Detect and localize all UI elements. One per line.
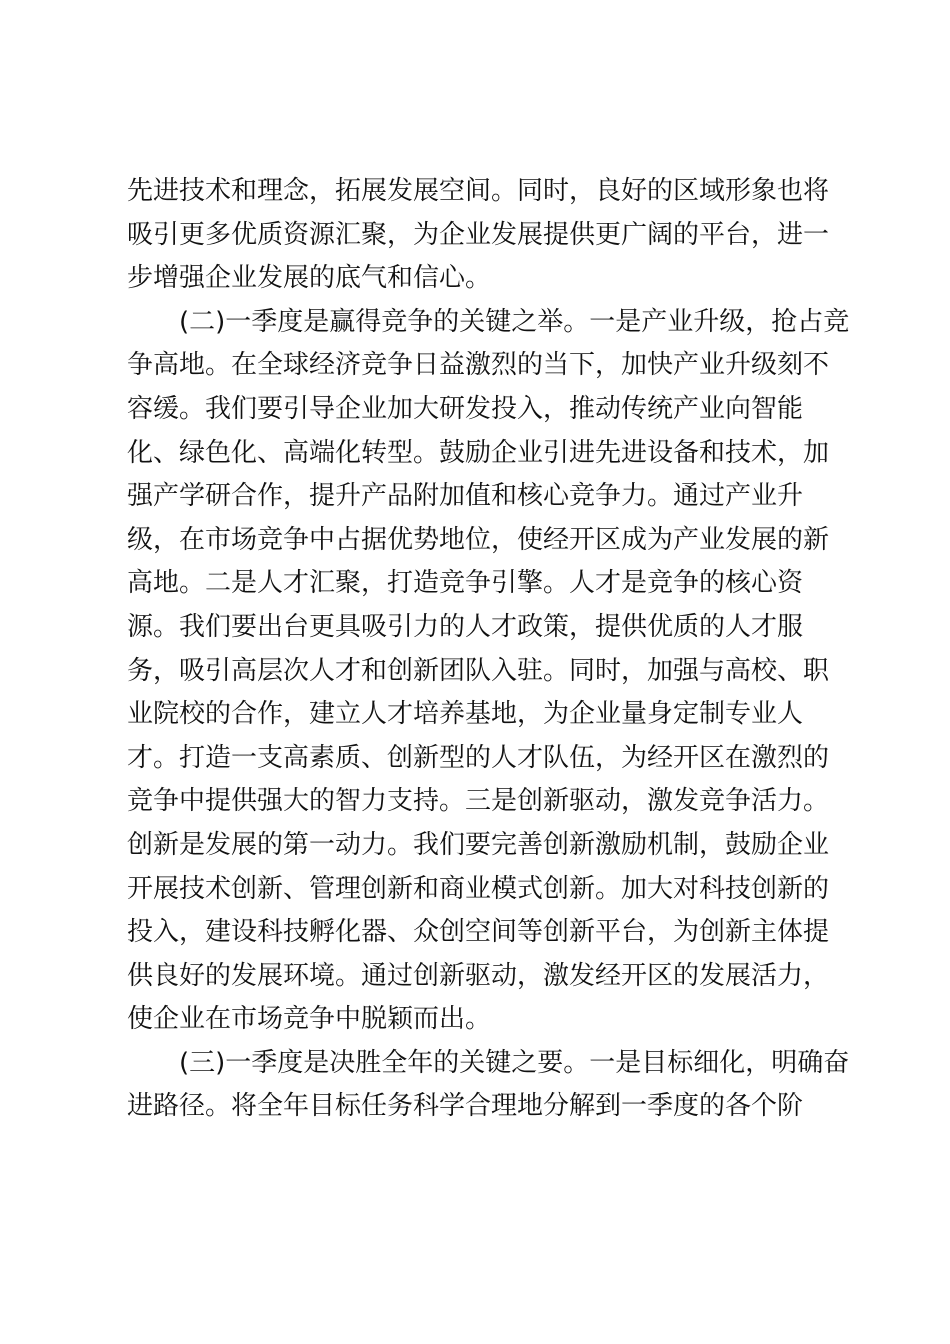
text-line: 使企业在市场竞争中脱颖而出。 — [127, 1004, 492, 1035]
text-line: 高地。二是人才汇聚，打造竞争引擎。人才是竞争的核心资 — [127, 568, 804, 599]
text-line: 化、绿色化、高端化转型。鼓励企业引进先进设备和技术，加 — [127, 437, 830, 468]
text-line: 创新是发展的第一动力。我们要完善创新激励机制，鼓励企业 — [127, 829, 830, 860]
paragraph-2 — [127, 301, 850, 1042]
text-line: 进路径。将全年目标任务科学合理地分解到一季度的各个阶 — [127, 1091, 804, 1122]
text-line: 务，吸引高层次人才和创新团队入驻。同时，加强与高校、职 — [127, 655, 830, 686]
paragraph-3 — [127, 1042, 850, 1129]
text-line: 先进技术和理念，拓展发展空间。同时，良好的区域形象也将 — [127, 176, 830, 206]
text-line: 开展技术创新、管理创新和商业模式创新。加大对科技创新的 — [127, 873, 830, 904]
text-line: 供良好的发展环境。通过创新驱动，激发经开区的发展活力， — [127, 960, 830, 991]
text-line: 强产学研合作，提升产品附加值和核心竞争力。通过产业升 — [127, 481, 804, 512]
text-line: 业院校的合作，建立人才培养基地，为企业量身定制专业人 — [127, 699, 804, 730]
text-line: 竞争中提供强大的智力支持。三是创新驱动，激发竞争活力。 — [127, 786, 830, 817]
text-line: 步增强企业发展的底气和信心。 — [127, 263, 492, 294]
paragraph-1 — [127, 170, 830, 301]
text-line-first: (二)一季度是赢得竞争的关键之举。一是产业升级，抢占竞 — [179, 306, 850, 337]
document-body — [127, 170, 850, 1129]
text-line: 吸引更多优质资源汇聚，为企业发展提供更广阔的平台，进一 — [127, 219, 830, 250]
text-line: 争高地。在全球经济竞争日益激烈的当下，加快产业升级刻不 — [127, 350, 830, 381]
text-line: 容缓。我们要引导企业加大研发投入，推动传统产业向智能 — [127, 393, 804, 424]
text-line: 才。打造一支高素质、创新型的人才队伍，为经开区在激烈的 — [127, 742, 830, 773]
text-line: 源。我们要出台更具吸引力的人才政策，提供优质的人才服 — [127, 611, 804, 642]
text-line: 投入，建设科技孵化器、众创空间等创新平台，为创新主体提 — [127, 917, 830, 948]
text-line: 级，在市场竞争中占据优势地位，使经开区成为产业发展的新 — [127, 524, 830, 555]
text-line-first: (三)一季度是决胜全年的关键之要。一是目标细化，明确奋 — [179, 1047, 850, 1078]
